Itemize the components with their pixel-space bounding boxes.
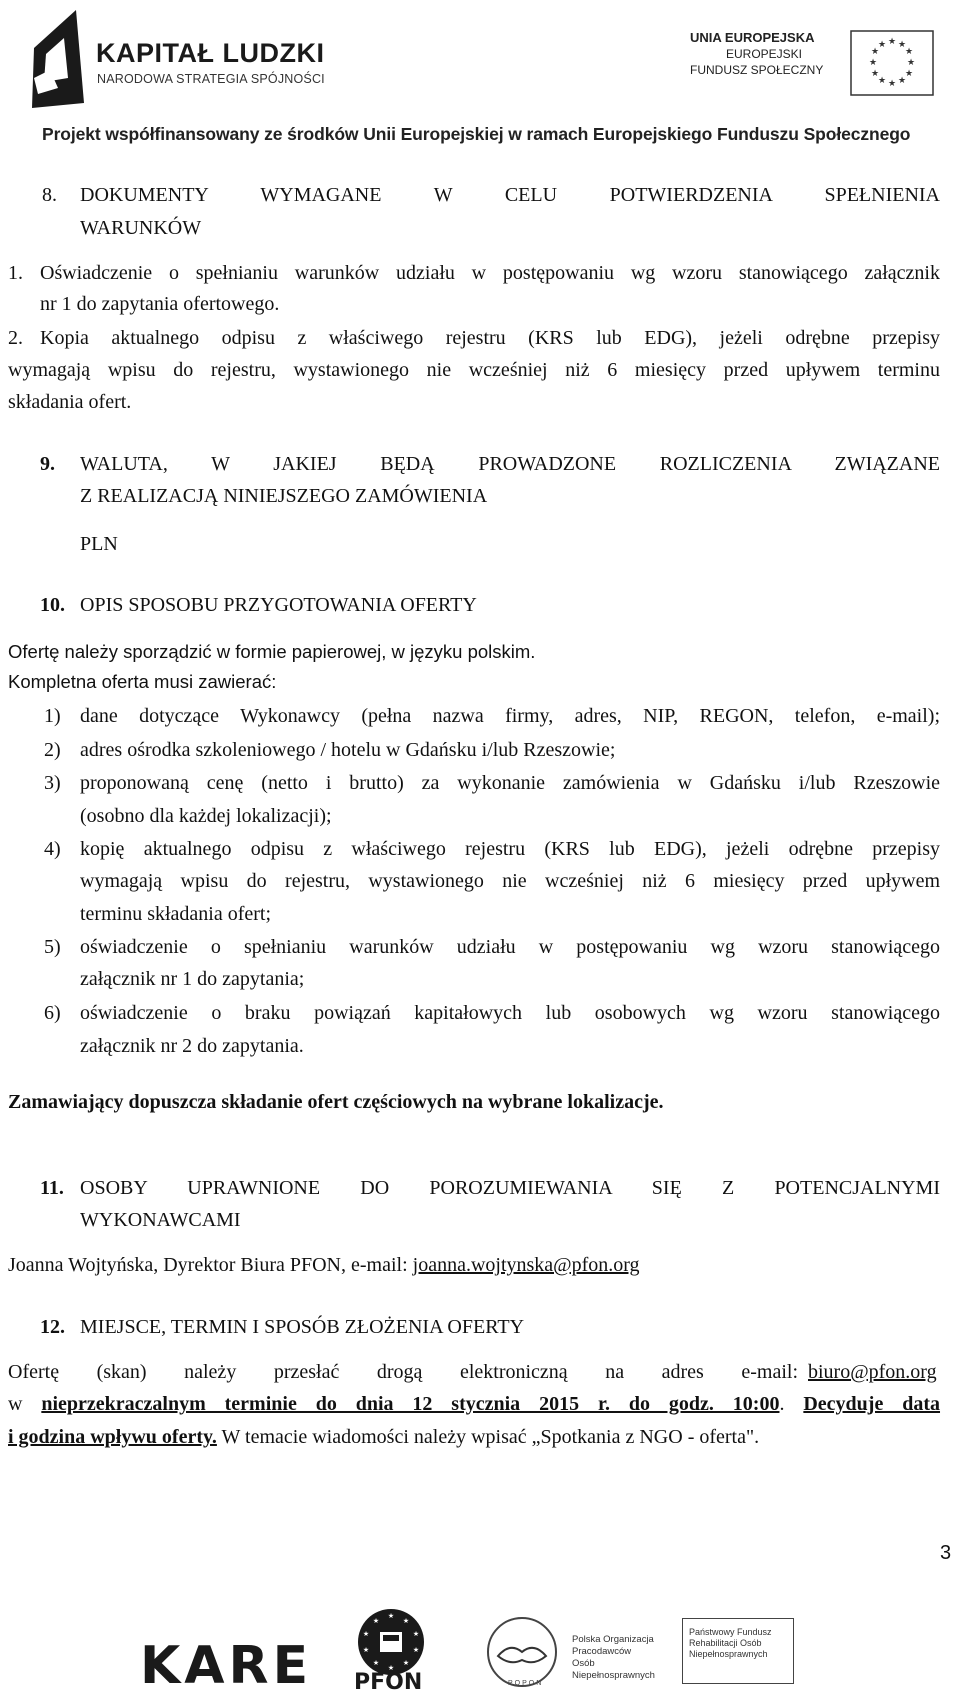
decisive-date-text: Decyduje data [803, 1393, 941, 1415]
svg-text:★: ★ [877, 76, 887, 86]
svg-text:★: ★ [372, 1659, 380, 1667]
email-subject-instruction: W temacie wiadomości należy wpisać „Spotkania z NGO - oferta". [216, 1426, 760, 1448]
offer-contents-intro: Kompletna oferta musi zawierać: [8, 671, 277, 692]
svg-text:★: ★ [868, 58, 878, 68]
svg-text:★: ★ [897, 76, 907, 86]
section-9-title-line-2: Z REALIZACJĄ NINIEJSZEGO ZAMÓWIENIA [80, 485, 488, 507]
pfon-logo [348, 1606, 434, 1696]
svg-text:★: ★ [870, 47, 880, 57]
section-8-title-line-2: WARUNKÓW [80, 217, 202, 239]
svg-text:★: ★ [887, 37, 897, 47]
svg-text:★: ★ [870, 69, 880, 79]
eu-logo [690, 30, 940, 100]
popon-line-1: Polska Organizacja [572, 1634, 654, 1645]
page-number: 3 [940, 1542, 952, 1564]
pfron-line-1: Państwowy Fundusz [689, 1627, 772, 1637]
svg-text:★: ★ [412, 1630, 420, 1638]
s8-item-2-number: 2. [8, 327, 23, 349]
decisive-time-text: i godzina wpływu oferty. [8, 1426, 217, 1448]
submission-line-2 [8, 1393, 940, 1416]
s10-item-5-line-2: załącznik nr 1 do zapytania; [80, 968, 305, 990]
kapital-ludzki-emblem-icon [24, 8, 104, 118]
section-11-number: 11. [40, 1177, 64, 1199]
eu-line-3: FUNDUSZ SPOŁECZNY [690, 63, 824, 77]
pfron-line-3: Niepełnosprawnych [689, 1649, 768, 1659]
s10-item-6-line-1: oświadczenie o braku powiązań kapitałowych lub osobowych wg wzoru stanowiącego [80, 1002, 940, 1024]
svg-text:★: ★ [402, 1659, 410, 1667]
svg-text:★: ★ [904, 47, 914, 57]
kapital-ludzki-subtitle: NARODOWA STRATEGIA SPÓJNOŚCI [97, 72, 325, 86]
section-9-title-line-1: WALUTA, W JAKIEJ BĘDĄ PROWADZONE ROZLICZENIA ZWIĄZANE [80, 453, 940, 475]
popon-logo [478, 1612, 655, 1692]
s8-item-2-line-1: Kopia aktualnego odpisu z właściwego rejestru (KRS lub EDG), jeżeli odrębne przepisy [40, 327, 940, 349]
popon-arc-text: POPON [508, 1680, 544, 1687]
section-12-number: 12. [40, 1316, 65, 1338]
popon-line-2: Pracodawców Osób [572, 1646, 632, 1669]
s10-item-4-line-1: kopię aktualnego odpisu z właściwego rejestru (KRS lub EDG), jeżeli odrębne przepisy [80, 838, 940, 860]
page-footer [0, 1598, 960, 1698]
section-11-title-line-2: WYKONAWCAMI [80, 1209, 241, 1231]
offer-form-paragraph: Ofertę należy sporządzić w formie papierowej, w języku polskim. [8, 641, 536, 662]
s10-item-6-line-2: załącznik nr 2 do zapytania. [80, 1035, 304, 1057]
svg-text:★: ★ [904, 69, 914, 79]
svg-text:★: ★ [387, 1664, 395, 1672]
s10-item-3-number: 3) [44, 772, 61, 794]
s10-item-2-number: 2) [44, 739, 61, 761]
s10-item-5-line-1: oświadczenie o spełnianiu warunków udziału w postępowaniu wg wzoru stanowiącego [80, 936, 940, 958]
svg-text:★: ★ [887, 79, 897, 89]
kare-logo: KARE [140, 1636, 313, 1696]
popon-line-3: Niepełnosprawnych [572, 1670, 655, 1681]
currency-value: PLN [80, 533, 118, 555]
kapital-ludzki-title: KAPITAŁ LUDZKI [96, 38, 325, 68]
pfon-wordmark: PFON [354, 1670, 423, 1695]
section-8-number: 8. [42, 184, 57, 206]
section-10-number: 10. [40, 594, 65, 616]
s8-item-1-line-1: Oświadczenie o spełnianiu warunków udziału w postępowaniu wg wzoru stanowiącego załącznik [40, 262, 940, 284]
pfron-line-2: Rehabilitacji Osób [689, 1638, 762, 1648]
contact-email-link[interactable]: joanna.wojtynska@pfon.org [412, 1254, 640, 1276]
svg-text:★: ★ [906, 58, 916, 68]
s10-item-6-number: 6) [44, 1002, 61, 1024]
section-11-title-line-1: OSOBY UPRAWNIONE DO POROZUMIEWANIA SIĘ Z POTENCJALNYMI [80, 1177, 940, 1199]
s10-item-4-line-3: terminu składania ofert; [80, 903, 272, 925]
s10-item-1-number: 1) [44, 705, 61, 727]
s10-item-5-number: 5) [44, 936, 61, 958]
contact-person-line [8, 1254, 640, 1277]
s8-item-1-number: 1. [8, 262, 23, 284]
submission-dot: . [779, 1393, 785, 1415]
submission-w: w [8, 1393, 42, 1415]
s8-item-2-line-2: wymagają wpisu do rejestru, wystawionego nie wcześniej niż 6 miesięcy przed upływem terminu [8, 359, 940, 381]
eu-line-2: EUROPEJSKI [726, 47, 803, 61]
eu-line-1: UNIA EUROPEJSKA [690, 30, 815, 45]
s10-item-2-line-1: adres ośrodka szkoleniowego / hotelu w Gdańsku i/lub Rzeszowie; [80, 739, 616, 761]
section-8-title-line-1: DOKUMENTY WYMAGANE W CELU POTWIERDZENIA SPEŁNIENIA [80, 184, 940, 206]
section-12-title: MIEJSCE, TERMIN I SPOSÓB ZŁOŻENIA OFERTY [80, 1316, 525, 1338]
svg-text:★: ★ [372, 1617, 380, 1625]
svg-text:★: ★ [402, 1617, 410, 1625]
svg-text:★: ★ [362, 1630, 370, 1638]
svg-text:★: ★ [362, 1646, 370, 1654]
eu-flag-icon [850, 30, 934, 96]
svg-text:★: ★ [897, 40, 907, 50]
svg-text:★: ★ [412, 1646, 420, 1654]
pfron-logo [682, 1618, 794, 1684]
section-10-title: OPIS SPOSOBU PRZYGOTOWANIA OFERTY [80, 594, 477, 616]
contact-person-text: Joanna Wojtyńska, Dyrektor Biura PFON, e-mail: [8, 1254, 413, 1276]
project-cofinancing-line: Projekt współfinansowany ze środków Unii Europejskiej w ramach Europejskiego Funduszu Społecznego [42, 124, 911, 144]
svg-text:★: ★ [877, 40, 887, 50]
submission-line-3 [8, 1426, 759, 1449]
s10-item-1-line-1: dane dotyczące Wykonawcy (pełna nazwa firmy, adres, NIP, REGON, telefon, e-mail); [80, 705, 940, 727]
submission-deadline: nieprzekraczalnym terminie do dnia 12 stycznia 2015 r. do godz. 10:00 [41, 1393, 780, 1415]
s8-item-1-line-2: nr 1 do zapytania ofertowego. [40, 293, 280, 315]
s10-item-3-line-1: proponowaną cenę (netto i brutto) za wykonanie zamówienia w Gdańsku i/lub Rzeszowie [80, 772, 940, 794]
submission-email-link[interactable]: biuro@pfon.org [808, 1361, 937, 1383]
page-header [0, 0, 960, 150]
s8-item-2-line-3: składania ofert. [8, 391, 132, 413]
submission-line-1-text: Ofertę (skan) należy przesłać drogą elektroniczną na adres e-mail: [8, 1361, 798, 1383]
s10-item-3-line-2: (osobno dla każdej lokalizacji); [80, 805, 332, 827]
s10-item-4-number: 4) [44, 838, 61, 860]
s10-item-4-line-2: wymagają wpisu do rejestru, wystawionego nie wcześniej niż 6 miesięcy przed upływem [80, 870, 940, 892]
svg-text:★: ★ [387, 1612, 395, 1620]
section-9-number: 9. [40, 453, 55, 475]
partial-offers-note: Zamawiający dopuszcza składanie ofert częściowych na wybrane lokalizacje. [8, 1091, 664, 1113]
